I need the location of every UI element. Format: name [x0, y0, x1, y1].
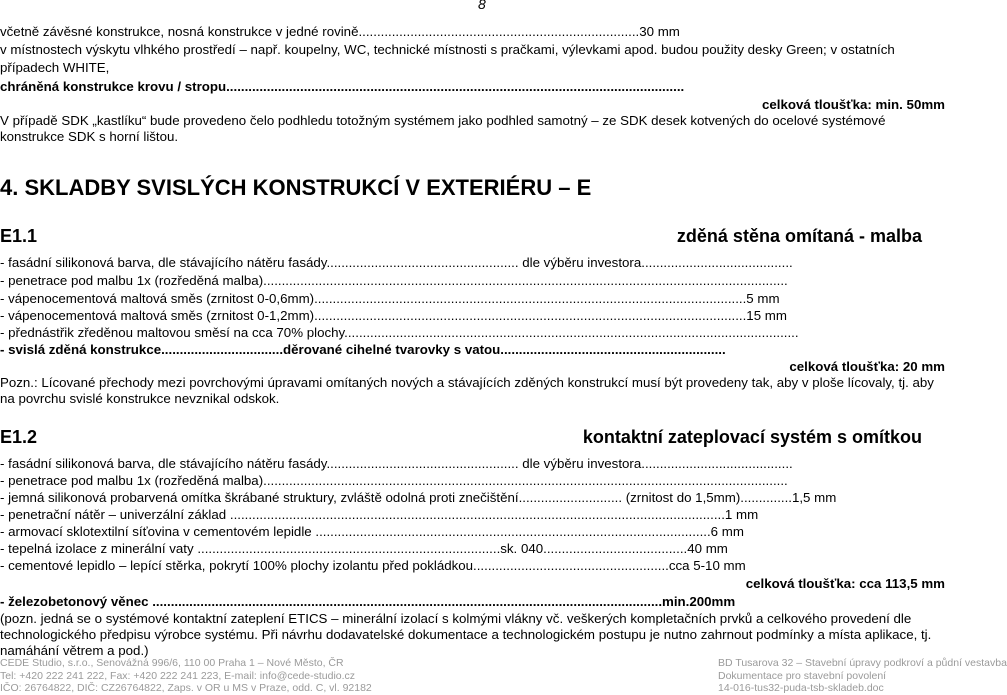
total-thickness: celková tloušťka: cca 113,5 mm	[745, 576, 945, 591]
layer-line: - penetrace pod malbu 1x (rozředěná malba)..............................................................................................................................................	[0, 473, 788, 488]
footer-line: 14-016-tus32-puda-tsb-skladeb.doc	[718, 682, 884, 694]
layer-line: - tepelná izolace z minerální vaty ..................................................................................sk. 040.......................................40 mm	[0, 541, 728, 556]
layer-line: - penetrace pod malbu 1x (rozředěná malba)..............................................................................................................................................	[0, 273, 788, 288]
footer-project	[718, 657, 1007, 695]
footer-company	[0, 657, 372, 695]
layer-line: - železobetonový věnec ..........................................................................................................................................min.200mm	[0, 594, 736, 609]
text-line: včetně závěsné konstrukce, nosná konstrukce v jedné rovině............................................................................30 mm	[0, 24, 680, 39]
composition-name: kontaktní zateplovací systém s omítkou	[582, 427, 922, 447]
layer-line: - jemná silikonová probarvená omítka škrábané struktury, zvláště odolná proti znečištění............................ (zrnitost do 1,5mm)..............1,5 mm	[0, 490, 837, 505]
section-heading: 4. SKLADBY SVISLÝCH KONSTRUKCÍ V EXTERIÉRU – E	[0, 175, 592, 200]
sdk-paragraph: V případě SDK „kastlíku“ bude provedeno čelo podhledu totožným systémem jako podhled samotný – ze SDK desek kotvených do ocelové systémové konstrukce SDK s horní lištou.	[0, 113, 886, 144]
footer-line: Tel: +420 222 241 222, Fax: +420 222 241 223, E-mail: info@cede-studio.cz	[0, 669, 356, 682]
layer-line: - fasádní silikonová barva, dle stávajícího nátěru fasády.................................................... dle výběru investora.........................................	[0, 456, 793, 471]
layer-line: - svislá zděná konstrukce.................................děrované cihelné tvarovky s vatou.............................................................	[0, 342, 726, 357]
total-thickness: celková tloušťka: min. 50mm	[762, 97, 945, 112]
composition-code: E1.1	[0, 226, 38, 246]
note-paragraph: Pozn.: Lícované přechody mezi povrchovými úpravami omítaných nových a stávajících zděných konstrukcí musí být provedeny tak, aby v ploše lícovaly, tj. aby na povrchu svislé konstrukce nevznikal odskok.	[0, 375, 934, 406]
layer-line: - vápenocementová maltová směs (zrnitost 0-1,2mm).....................................................................................................................15 mm	[0, 308, 787, 323]
composition-code: E1.2	[0, 427, 38, 447]
composition-name: zděná stěna omítaná - malba	[676, 226, 922, 246]
footer-line: Dokumentace pro stavební povolení	[718, 669, 887, 682]
text-line: případech WHITE,	[0, 60, 110, 75]
layer-line: - přednástřik zředěnou maltovou směsí na cca 70% plochy...........................................................................................................................	[0, 325, 799, 340]
footer-line: BD Tusarova 32 – Stavební úpravy podkroví a půdní vestavba	[718, 657, 1007, 669]
footer-line: CEDE Studio, s.r.o., Senovážná 996/6, 110 00 Praha 1 – Nové Město, ČR	[0, 657, 344, 669]
page-number: 8	[478, 0, 486, 12]
total-thickness: celková tloušťka: 20 mm	[789, 359, 945, 374]
layer-line: - vápenocementová maltová směs (zrnitost 0-0,6mm).....................................................................................................................5 mm	[0, 291, 780, 306]
layer-line: - penetrační nátěr – univerzální základ ......................................................................................................................................1 mm	[0, 507, 759, 522]
footer-line: IČO: 26764822, DIČ: CZ26764822, Zaps. v OR u MS v Praze, odd. C, vl. 92182	[0, 682, 372, 694]
text-line: v místnostech výskytu vlhkého prostředí – např. koupelny, WC, technické místnosti s pračkami, výlevkami apod. budou použity desky Green; v ostatních	[0, 42, 895, 57]
note-paragraph: (pozn. jedná se o systémové kontaktní zateplení ETICS – minerální izolací s kolmými vlákny vč. veškerých kompletačních prvků a celkového provedení dle technologického předpisu výrobce systému. Při návrhu dodavatelské dokumentace a technologickém postupu je nutno zahrnout podmínky a místa aplikace, tj. namáhání větrem a pod.)	[0, 611, 932, 658]
layer-line: - fasádní silikonová barva, dle stávajícího nátěru fasády.................................................... dle výběru investora.........................................	[0, 255, 793, 270]
layer-line: - armovací sklotextilní síťovina v cementovém lepidle ...........................................................................................................6 mm	[0, 524, 744, 539]
layer-line: - cementové lepidlo – lepící stěrka, pokrytí 100% plochy izolantu před pokládkou.....................................................cca 5-10 mm	[0, 558, 746, 573]
text-line: chráněná konstrukce krovu / stropu............................................................................................................................	[0, 79, 685, 94]
